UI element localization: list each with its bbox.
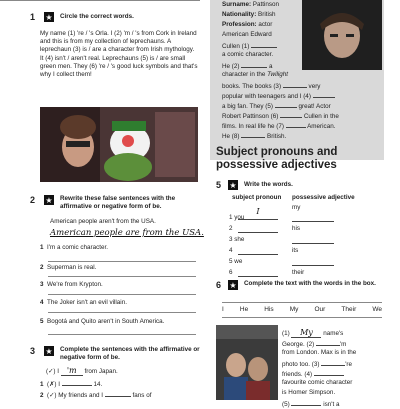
answer-line[interactable] (48, 334, 196, 335)
profile-text-line: American Edward (222, 31, 272, 38)
exercise-3-item-1: 1 (✗) I 14. (40, 381, 103, 388)
exercise-6-text: (5) isn't a (282, 401, 340, 408)
pronoun-row: 1 you (229, 214, 245, 221)
actor-photo-illustration (302, 0, 382, 70)
exercise-6-text: favourite comic character (282, 379, 353, 386)
star-icon: ★ (229, 280, 237, 290)
exercise-3-example: (✓) I 'm from Japan. (46, 366, 118, 375)
profile-text-line: He (8) British. (222, 133, 287, 140)
profile-text-line: books. The books (3) very (222, 83, 321, 90)
pronoun-row: 4 (229, 247, 233, 254)
exercise-3-item-2: 2 (✓) My friends and I fans of (40, 392, 152, 399)
example-pronoun: I (238, 201, 278, 220)
answer-line[interactable] (238, 276, 278, 277)
exercise-6-instruction: Complete the text with the words in the box. (244, 280, 376, 287)
profile-text-line: Robert Pattinson (6) Cullen in the (222, 113, 339, 120)
box-word: He (239, 305, 249, 313)
section-title: Subject pronouns and possessive adjectives (216, 146, 338, 171)
exercise-6-text: from London. Max is in the (282, 349, 357, 356)
answer-line[interactable] (292, 221, 334, 222)
leprechaun-photo (40, 107, 198, 182)
answer-line[interactable] (292, 265, 334, 266)
exercise-2-example-prompt: American people aren't from the USA. (50, 218, 156, 225)
leprechaun-photo-illustration (40, 107, 198, 182)
exercise-1-number: 1 (30, 12, 36, 22)
boys-photo-illustration (216, 325, 278, 400)
exercise-3-instruction: Complete the sentences with the affirmative or negative form of be. (60, 346, 200, 362)
exercise-5-instruction: Write the words. (244, 181, 293, 188)
possessive-word: their (292, 269, 305, 276)
pronoun-row: 3 she (229, 236, 245, 243)
exercise-1-instruction: Circle the correct words. (60, 13, 134, 20)
answer-line[interactable] (48, 261, 196, 262)
star-icon: ★ (229, 180, 237, 190)
profile-text-line: a comic character. (222, 51, 274, 58)
answer-line[interactable] (48, 276, 196, 277)
profile-text-line: films. In real life he (7) American. (222, 123, 336, 130)
actor-photo (302, 0, 382, 70)
exercise-6-text: friends. (4) (282, 369, 344, 379)
box-word: My (289, 305, 299, 313)
exercise-2-item-5: 5 Bogotá and Quito aren't in South America. (40, 318, 165, 325)
pronoun-row: 6 (229, 269, 233, 276)
possessive-word: its (292, 247, 299, 254)
exercise-3-number: 3 (30, 346, 36, 356)
column-header-possessive: possessive adjective (292, 194, 355, 201)
exercise-2-item-3: 3 We're from Krypton. (40, 281, 103, 288)
exercise-2-item-4: 4 The Joker isn't an evil villain. (40, 299, 127, 306)
top-rule (0, 0, 200, 1)
exercise-5-number: 5 (216, 180, 222, 190)
answer-line[interactable] (238, 254, 278, 255)
profile-text-line: popular with teenagers and I (4) (222, 91, 335, 101)
exercise-2-item-2: 2 Superman is real. (40, 264, 97, 271)
column-header-pronoun: subject pronoun (232, 194, 282, 201)
star-icon: ★ (45, 195, 53, 205)
word-box (222, 302, 382, 318)
boys-photo (216, 325, 278, 400)
profile-text-line: Cullen (1) (222, 41, 277, 51)
answer-line[interactable] (292, 243, 334, 244)
possessive-word: his (292, 225, 301, 232)
exercise-6-text: (1) My name's (282, 328, 344, 337)
box-word: Their (341, 305, 357, 313)
nationality-row: Nationality: British (222, 11, 276, 18)
surname-row: Surname: Pattinson (222, 1, 280, 8)
answer-line[interactable] (238, 232, 278, 233)
box-word: I (222, 305, 224, 313)
star-icon: ★ (45, 346, 53, 356)
pronoun-row: 2 (229, 225, 233, 232)
exercise-6-number: 6 (216, 280, 222, 290)
exercise-6-text: photo too. (3) 're (282, 361, 353, 368)
profile-text-line: a big fan. They (5) great! Actor (222, 103, 331, 110)
profile-text-line: He (2) a (222, 63, 273, 70)
exercise-6-text: George. (2) 'm (282, 341, 347, 348)
box-word: Our (314, 305, 326, 313)
profile-text-line: character in the Twilight (222, 71, 289, 78)
box-word: We (372, 305, 382, 313)
exercise-2-number: 2 (30, 195, 36, 205)
exercise-6-text: is Homer Simpson. (282, 389, 336, 396)
exercise-2-item-1: 1 I'm a comic character. (40, 244, 109, 251)
exercise-1-text: My name (1) 're / 's Orla. I (2) 'm / 's from Cork in Ireland and this is from my collection of leprechauns. A leprechaun (3) is / are a character from Irish mythology. It (4) isn't / aren't real. Leprechauns (5) is / are small green men. They (6) 're / 's good luck symbols and that's why I collect them! (40, 30, 198, 79)
exercise-2-example-answer: American people are from the USA. (50, 228, 204, 238)
profession-row: Profession: actor (222, 21, 273, 28)
star-icon: ★ (45, 12, 53, 22)
answer-line[interactable] (48, 312, 196, 313)
answer-line[interactable] (48, 294, 196, 295)
exercise-2-instruction: Rewrite these false sentences with the affirmative or negative form of be. (60, 195, 176, 211)
example-possessive: my (292, 204, 301, 211)
box-word: His (264, 305, 274, 313)
pronoun-row: 5 we (229, 258, 243, 265)
